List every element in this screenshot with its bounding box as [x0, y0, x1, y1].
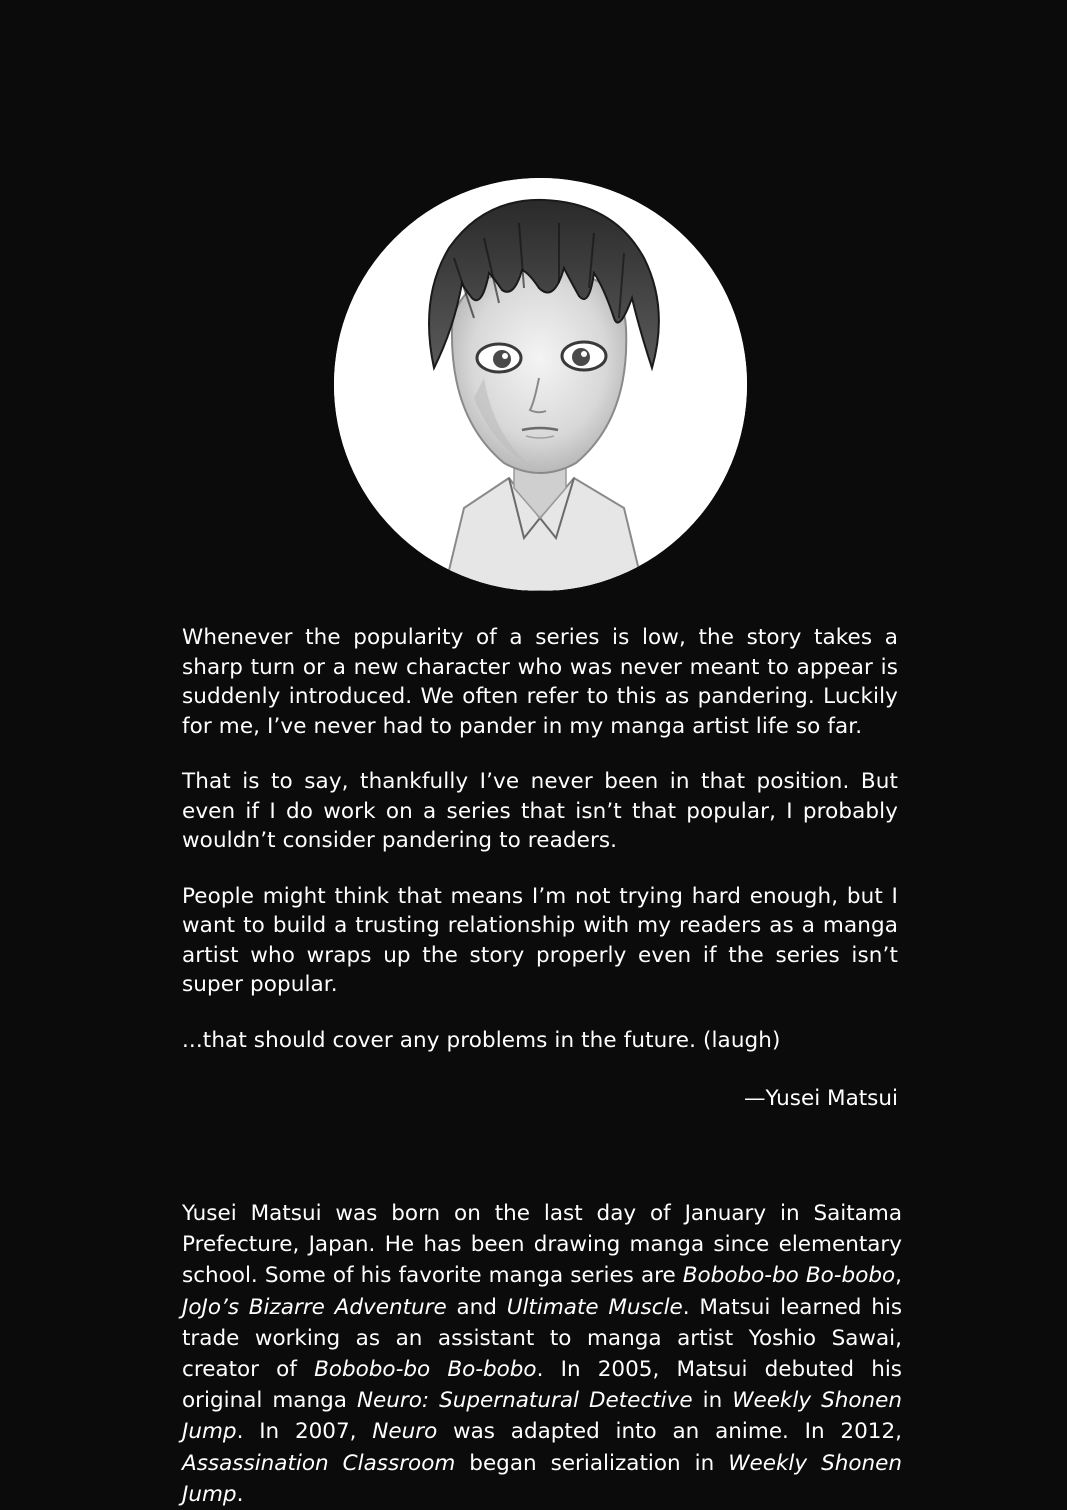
- message-paragraph-4: ...that should cover any problems in the future. (laugh): [182, 1027, 781, 1053]
- message-paragraph-1: Whenever the popularity of a series is low, the story takes a sharp turn or a new character who was never meant to appear is suddenly introduced. We often refer to this as pandering. Luckily for me, I’ve never had to pander in my manga artist life so far.: [182, 625, 898, 739]
- bio-text: ,: [895, 1263, 902, 1289]
- author-portrait: [334, 178, 747, 591]
- bio-text: .: [236, 1481, 244, 1507]
- bio-title: Ultimate Muscle: [506, 1294, 683, 1320]
- bio-title: Neuro: [372, 1419, 438, 1445]
- bio-title: JoJo’s Bizarre Adventure: [182, 1294, 447, 1320]
- bio-text: began serialization in: [455, 1450, 729, 1476]
- bio-text: was adapted into an anime. In 2012,: [437, 1419, 902, 1445]
- bio-title: Weekly Shonen Jump: [182, 1450, 902, 1507]
- bio-title: Weekly Shonen Jump: [182, 1388, 902, 1445]
- author-signature: —Yusei Matsui: [744, 1086, 898, 1111]
- bio-text: . Matsui learned his trade working as an assistant to manga artist Yoshio Sawai, creator of: [182, 1294, 903, 1383]
- author-bio: [182, 1198, 902, 1510]
- bio-text: . In 2005, Matsui debuted his original manga: [182, 1357, 903, 1414]
- bio-text: in: [692, 1388, 733, 1414]
- bio-text: and: [446, 1294, 507, 1320]
- message-paragraph-3: People might think that means I’m not trying hard enough, but I want to build a trusting relationship with my readers as a manga artist who wraps up the story properly even if the series isn’t super popular.: [182, 883, 898, 997]
- bio-text: . In 2007,: [236, 1419, 373, 1445]
- message-paragraph-2: That is to say, thankfully I’ve never been in that position. But even if I do work on a series that isn’t that popular, I probably wouldn’t consider pandering to readers.: [182, 769, 898, 853]
- bio-text: Yusei Matsui was born on the last day of January in Saitama Prefecture, Japan. He has been drawing manga since elementary school. Some of his favorite manga series are: [182, 1201, 902, 1289]
- author-message: [182, 623, 898, 1081]
- bio-title: Bobobo-bo Bo-bobo: [314, 1357, 537, 1383]
- bio-title: Neuro: Supernatural Detective: [356, 1388, 693, 1414]
- bio-title: Bobobo-bo Bo-bobo: [682, 1263, 896, 1289]
- bio-title: Assassination Classroom: [182, 1450, 456, 1476]
- author-sketch-image: [334, 178, 747, 591]
